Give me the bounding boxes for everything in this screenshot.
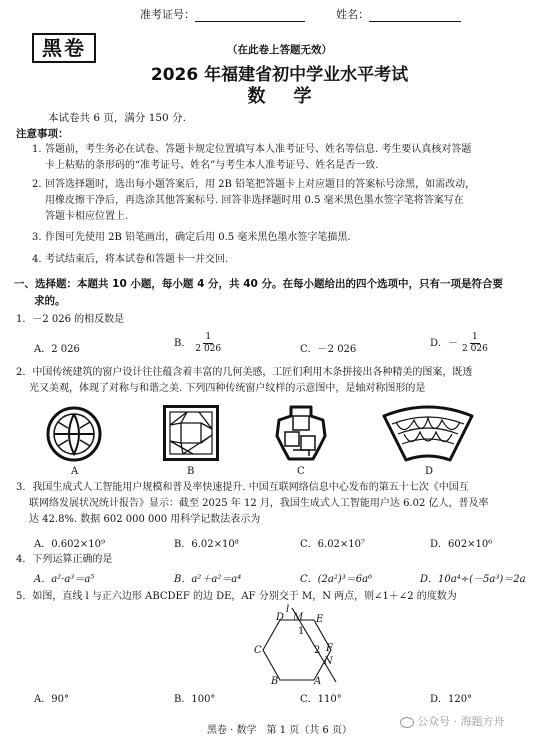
q4-option-c: C．(2a²)³＝6a⁶ (300, 574, 373, 585)
invalid-note: （在此卷上答题无效） (227, 44, 332, 56)
exam-subject: 数学 (247, 86, 340, 107)
window-pattern-b (163, 405, 219, 461)
q1-option-a: A．2 026 (34, 344, 80, 355)
window-pattern-a (46, 406, 102, 462)
fig-label-a: A (314, 676, 322, 687)
question-2-stem: 2．中国传统建筑的窗户设计往往蕴含着丰富的几何美感，工匠们利用木条拼接出各种精美的图案，既透 光又美观，体现了对称与和谐之美. 下列四种传统窗户纹样的示意图中，是轴对称图形的是 (16, 367, 473, 394)
q4-option-b: B．a²＋a²＝a⁴ (174, 574, 242, 585)
q1-option-d: D．－ $\frac{1}{2 026}$ (430, 332, 488, 354)
window-pattern-c (273, 404, 329, 462)
question-4-stem: 4．下列运算正确的是 (16, 554, 113, 565)
q4-option-d: D．10a⁴÷(－5a³)＝2a (420, 574, 526, 585)
q3-option-c: C．6.02×10⁷ (300, 539, 366, 550)
note-line: 用橡皮擦干净后，再选涂其他答案标号. 回答非选择题时用 0.5 毫米黑色墨水签字笔将答案写在 (45, 195, 464, 206)
q3-option-a: A．0.602×10⁹ (34, 539, 105, 550)
q5-option-d: D．120° (430, 694, 473, 705)
watermark: 公众号 · 海题方舟 (400, 713, 505, 729)
notes-heading: 注意事项： (16, 128, 69, 140)
question-1-stem: 1．－2 026 的相反数是 (16, 314, 125, 325)
figure-label-a: A (71, 466, 79, 477)
name-label: 姓名： (336, 8, 369, 21)
q1-option-c: C．－2 026 (300, 344, 357, 355)
fig-label-b: B (271, 676, 279, 687)
fig-label-f: F (326, 643, 333, 654)
ticket-number-blank (195, 9, 305, 22)
figure-label-b: B (187, 466, 195, 477)
figure-label-c: C (297, 466, 305, 477)
paper-stamp: 黑卷 (32, 33, 96, 63)
question-5-stem: 5．如图，直线 l 与正六边形 ABCDEF 的边 DE，AF 分别交于 M，N 两点，则∠1＋∠2 的度数为 (16, 591, 457, 602)
page-footer: 黑卷 · 数学 第 1 页（共 6 页） (207, 725, 352, 736)
section-1-heading: 一、选择题：本题共 10 小题，每小题 4 分，共 40 分。在每小题给出的四个选项中，只有一项是符合要 求的。 (14, 278, 503, 307)
fig-label-n: N (324, 656, 333, 667)
fig-label-1: 1 (298, 626, 305, 637)
wechat-icon (400, 717, 414, 728)
ticket-label: 准考证号： (140, 8, 195, 21)
q4-option-a: A．a²·a³＝a⁵ (34, 574, 95, 585)
question-3-stem: 3．我国生成式人工智能用户规模和普及率快速提升. 中国互联网络信息中心发布的第五十七次《中国互 联网络发展状况统计报告》显示：截至 2025 年 12 月，我国生成式人工智能用户达 6.02 亿人，普及率 达 42.8%. 数据 602 000 000 用科学记数法表示为 (16, 482, 489, 525)
exam-header (140, 6, 461, 22)
q5-option-c: C．110° (300, 694, 342, 705)
q5-option-a: A．90° (34, 694, 69, 705)
fig-label-d: D (276, 612, 285, 623)
fig-label-e: E (316, 614, 324, 625)
fig-label-m: M (293, 612, 304, 623)
note-line: 答题卡相应位置上. (45, 211, 129, 222)
fig-label-l: l (286, 604, 290, 615)
q5-option-b: B．100° (174, 694, 216, 705)
note-line: 作图可先使用 2B 铅笔画出，确定后用 0.5 毫米黑色墨水签字笔描黑. (45, 232, 351, 243)
note-line: 考试结束后，将本试卷和答题卡一并交回. (45, 254, 229, 265)
note-line: 答题前，考生务必在试卷、答题卡规定位置填写本人准考证号、姓名等信息. 考生要认真核对答题 (45, 144, 472, 155)
q1-option-b: B． $\frac{1}{2 026}$ (174, 332, 222, 354)
q3-option-b: B．6.02×10⁸ (174, 539, 239, 550)
exam-title: 2026 年福建省初中学业水平考试 (150, 65, 409, 85)
note-line: 卡上粘贴的条形码的“准考证号、姓名”与考生本人准考证号、姓名是否一致. (45, 160, 379, 171)
intro-text: 本试卷共 6 页，满分 150 分. (48, 112, 186, 124)
note-line: 回答选择题时，选出每小题答案后，用 2B 铅笔把答题卡上对应题目的答案标号涂黑，如需改动， (45, 179, 476, 190)
name-blank (369, 9, 461, 22)
figure-label-d: D (425, 466, 434, 477)
fig-label-2: 2 (314, 645, 321, 656)
window-pattern-d (382, 404, 474, 462)
fig-label-c: C (254, 645, 262, 656)
q3-option-d: D．602×10⁶ (430, 539, 493, 550)
